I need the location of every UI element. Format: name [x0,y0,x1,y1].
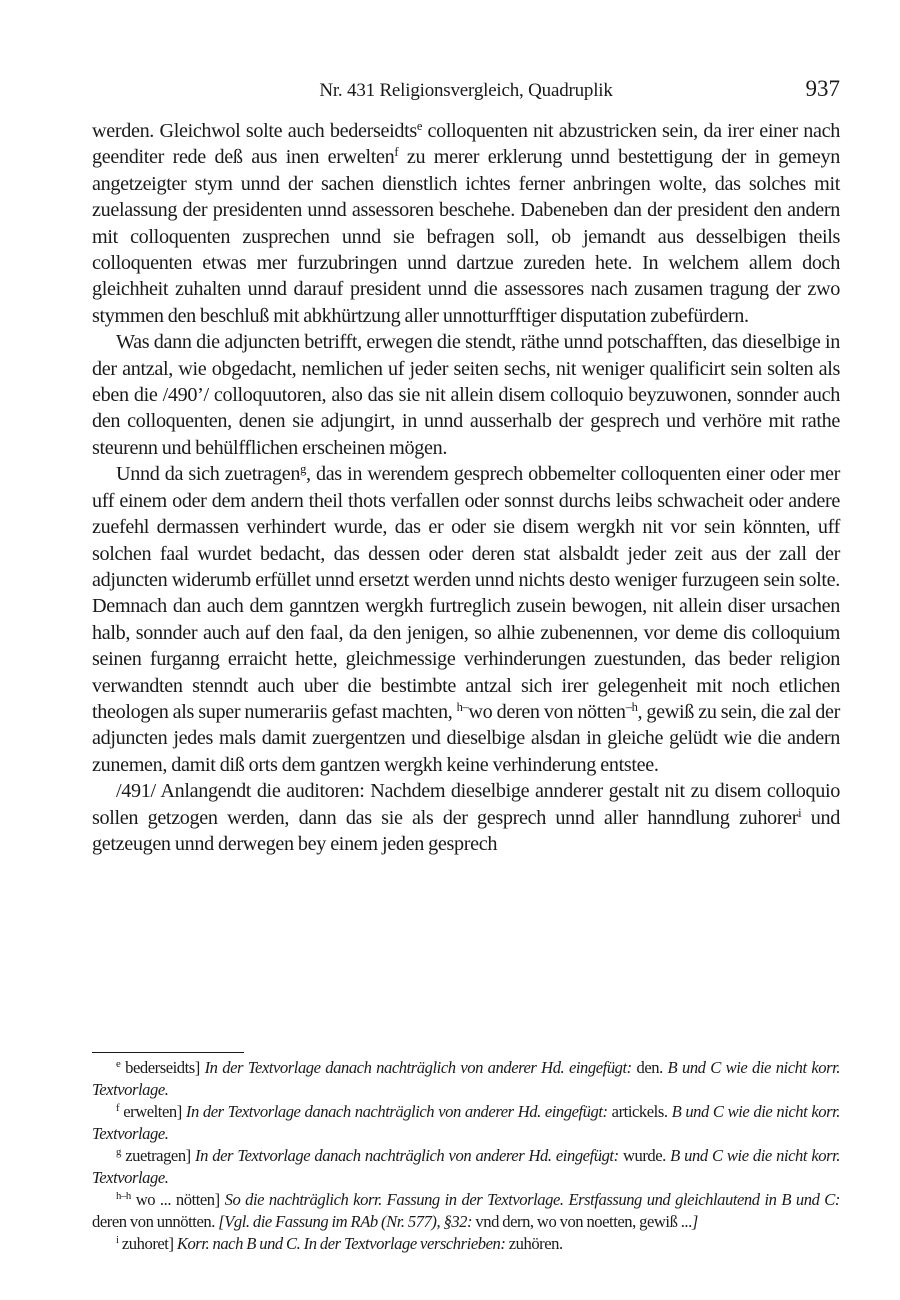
footnote-ref-e[interactable]: e [416,119,423,134]
footnote-g: $^g$ zuetragen] In der Textvorlage danach nachträglich von anderer Hd. eingefügt: wurde. B und C wie die nicht korr. Textvorlage. [92,1146,840,1187]
footnote-e: $^e$ bederseidts] In der Textvorlage danach nachträglich von anderer Hd. eingefügt: den. B und C wie die nicht korr. Textvorlage. [92,1058,840,1099]
paragraph-4: /491/ Anlangendt die auditoren: Nachdem dieselbige annderer gestalt nit zu disem colloquio sollen getzogen werden, dann das sie als der gesprech unnd aller hanndlung zuhorer$^i$ und getzeugen unnd derwegen bey einem jeden gesprech [92,780,841,855]
footnote-f: $^f$ erwelten] In der Textvorlage danach nachträglich von anderer Hd. eingefügt: artickels. B und C wie die nicht korr. Textvorlage. [92,1102,840,1143]
footnote-ref-i[interactable]: i [798,805,802,820]
footnote-divider [92,1052,244,1053]
footnote-ref-h-open[interactable]: h– [456,700,469,715]
paragraph-2: Was dann die adjuncten betrifft, erwegen die stendt, räthe unnd potschafften, das dieselbige in der antzal, wie obgedacht, nemlichen uf jeder seiten sechs, nit weniger qualificirt sein solten als eben die /490’/ colloquutoren, also das sie nit allein disem colloquio beyzuwonen, sonnder auch den colloquenten, denen sie adjungirt, in unnd ausserhalb der gesprech und verhöre mit rathe steurenn und behülfflichen erscheinen mögen. [92,331,840,459]
document-page [92,74,840,857]
footnote-h: $^{h-h}$ wo ... nötten] So die nachträglich korr. Fassung in der Textvorlage. Erstfassung und gleichlautend in B und C: deren von unnötten. [Vgl. die Fassung im RAb (Nr. 577), §32: vnd dern, wo von noetten, gewiß ...] [92,1190,840,1231]
footnote-ref-f[interactable]: f [394,145,399,160]
footnote-ref-g[interactable]: g [300,462,306,477]
footnote-i: $^i$ zuhoret] Korr. nach B und C. In der Textvorlage verschrieben: zuhören. [116,1234,563,1253]
paragraph-1: werden. Gleichwol solte auch bederseidts$^e$ colloquenten nit abzustricken sein, da irer einer nach geenditer rede deß aus inen erwelten$^f$ zu merer erklerung unnd bestettigung der in gemeyn angetzeigter stym unnd der sachen dienstlich ichtes ferner anbringen wolte, das solches mit zuelassung der presidenten unnd assessoren beschehe. Dabeneben dan der president den andern mit colloquenten zusprechen unnd sie befragen soll, ob jemandt aus desselbigen theils colloquenten etwas mer furzubringen unnd dartzue zureden hete. In welchem allem doch gleichheit zuhalten unnd darauf president unnd die assessores nach zusamen tragung der zwo stymmen den beschluß mit abkhürtzung aller unnotturfftiger disputation zubefürdern. [92,119,841,327]
page-number: 937 [805,76,840,101]
paragraph-3: Unnd da sich zuetragen$^g$, das in werendem gesprech obbemelter colloquenten einer oder mer uff einem oder dem andern theil thots verfallen oder sonnst durchs leibs schwacheit oder andere zuefehl dermassen verhindert wurde, das er oder sie disem wergkh nit vor sein könnten, uff solchen faal wurdet bedacht, das dessen oder deren stat alsbaldt jeder zeit aus der zall der adjuncten widerumb erfüllet unnd ersetzt werden unnd nichts desto weniger furzugeen sein solte. Demnach dan auch dem ganntzen wergkh furtreglich zusein bewogen, nit allein diser ursachen halb, sonnder auch auf den faal, da den jenigen, so alhie zubenennen, vor deme dis colloquium seinen furganng erraicht hette, gleichmessige verhinderungen zuestunden, das beder religion verwandten stenndt auch uber die bestimbte antzal sich irer gelegenheit mit noch etlichen theologen als super numerariis gefast machten, $^{h-}$wo deren von nötten$^{-h}$, gewiß zu sein, die zal der adjuncten jedes mals damit zuergentzen und dieselbige alsdan in gleiche gelüdt wie die andern zunemen, damit diß orts dem gantzen wergkh keine verhinderung entstee. [92,462,841,776]
footnote-ref-h-close[interactable]: –h [625,700,638,715]
running-head-title: Nr. 431 Religionsvergleich, Quadruplik [319,80,613,101]
footnotes [92,1057,840,1255]
running-head [92,74,840,108]
main-text [92,118,840,857]
